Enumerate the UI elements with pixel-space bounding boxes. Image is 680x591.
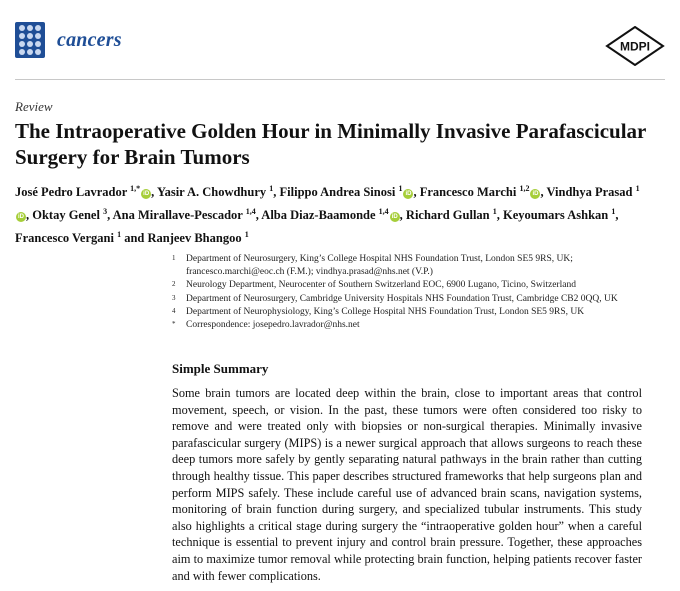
author[interactable] bbox=[15, 185, 151, 199]
author-affiliation-marker: 1,* bbox=[130, 184, 141, 193]
journal-logo-icon bbox=[15, 22, 45, 58]
author-name[interactable]: Alba Diaz-Baamonde bbox=[261, 208, 376, 223]
author[interactable] bbox=[15, 231, 121, 245]
author[interactable] bbox=[503, 208, 615, 222]
author-affiliation-marker: 3 bbox=[103, 207, 108, 217]
author-name[interactable]: Francesco Marchi bbox=[419, 185, 517, 200]
author-affiliation-marker: 1,2 bbox=[519, 184, 530, 193]
orcid-icon[interactable]: iD bbox=[18, 214, 24, 221]
author-name[interactable]: Richard Gullan bbox=[405, 208, 490, 223]
journal-header bbox=[15, 22, 665, 78]
affiliation-list bbox=[172, 253, 642, 332]
author-affiliation-marker: 1 bbox=[269, 184, 274, 193]
affiliation-text: Correspondence: josepedro.lavrador@nhs.net bbox=[186, 320, 360, 331]
affiliation-number: * bbox=[172, 320, 176, 329]
author-affiliation-marker: 1 bbox=[492, 207, 497, 217]
author[interactable] bbox=[280, 185, 414, 199]
affiliation-item bbox=[172, 293, 642, 306]
author-affiliation-marker: 1,4 bbox=[245, 207, 256, 217]
affiliation-text: Department of Neurosurgery, Cambridge University Hospitals NHS Foundation Trust, Cambridge CB2 0QQ, UK bbox=[186, 293, 618, 304]
summary-body: Some brain tumors are located deep within the brain, close to important areas that control movement, speech, or vision. In the past, these tumors were often considered too risky to remove and were treated only with biopsies or non-surgical therapies. Minimally invasive parafascicular surgery (MIPS) is a newer surgical approach that allows surgeons to reach these deep tumors more safely by gently separating natural pathways in the brain rather than cutting through healthy tissue. This paper describes structured frameworks that help surgeons plan and perform MIPS safely. These include careful use of advanced brain scans, navigation systems, monitoring of brain function during surgery, and specialized tubular instruments. This study also highlights a critical stage during surgery the “intraoperative golden hour” when a careful technique is essential to prevent injury and control brain pressure. Together, these approaches aim to maximize tumor removal while protecting brain function, helping patients recover faster and with fewer complications. bbox=[172, 386, 642, 583]
author-affiliation-marker: 1 bbox=[611, 207, 616, 217]
author[interactable] bbox=[420, 185, 541, 199]
orcid-icon[interactable]: iD bbox=[532, 191, 539, 198]
author-name[interactable]: Francesco Vergani bbox=[15, 231, 114, 246]
affiliation-item bbox=[172, 253, 642, 279]
author-name[interactable]: Keyoumars Ashkan bbox=[503, 208, 609, 223]
summary-heading: Simple Summary bbox=[172, 361, 269, 376]
author-name[interactable]: Vindhya Prasad bbox=[546, 185, 633, 200]
author-name[interactable]: Ranjeev Bhangoo bbox=[147, 231, 242, 246]
author-affiliation-marker: 1,4 bbox=[378, 207, 389, 217]
affiliation-text: Department of Neurophysiology, King’s College Hospital NHS Foundation Trust, London SE5 9RS, UK bbox=[186, 306, 585, 317]
affiliation-item bbox=[172, 279, 642, 292]
article-title: The Intraoperative Golden Hour in Minimally Invasive Parafascicular Surgery for Brain Tumors bbox=[15, 119, 646, 169]
author[interactable] bbox=[261, 208, 399, 222]
journal-logo[interactable] bbox=[15, 22, 122, 58]
author[interactable] bbox=[147, 231, 248, 245]
affiliation-text: Neurology Department, Neurocenter of Southern Switzerland EOC, 6900 Lugano, Ticino, Switzerland bbox=[186, 280, 576, 291]
author-list: José Pedro Lavrador $^{1,*}$iD , Yasir A. Chowdhury $^1$, Filippo Andrea Sinosi $^1$iD , Francesco Marchi $^{1,2}$iD , Vindhya Prasad $^1$iD , Oktay Genel $^3$, Ana Mirallave-Pescador $^{1,4}$, Alba Diaz-Baamonde $^{1,4}$iD , Richard Gullan $^1$, Keyoumars Ashkan $^1$, Francesco Vergani $^1$ and Ranjeev Bhangoo $^1$ bbox=[15, 184, 640, 246]
author[interactable] bbox=[406, 208, 497, 222]
affiliation-number: 1 bbox=[172, 254, 176, 262]
author-affiliation-marker: 1 bbox=[244, 230, 249, 240]
author[interactable] bbox=[32, 208, 107, 222]
author[interactable] bbox=[157, 185, 273, 199]
affiliation-number: 3 bbox=[172, 293, 176, 302]
header-divider bbox=[15, 79, 665, 80]
author-affiliation-marker: 1 bbox=[117, 230, 122, 240]
publisher-name: MDPI bbox=[620, 39, 650, 54]
author-name[interactable]: Filippo Andrea Sinosi bbox=[279, 185, 396, 200]
orcid-icon[interactable]: iD bbox=[143, 191, 150, 198]
author-affiliation-marker: 1 bbox=[635, 184, 640, 193]
author-affiliation-marker: 1 bbox=[398, 184, 403, 193]
author-name[interactable]: Yasir A. Chowdhury bbox=[156, 185, 267, 200]
journal-name: cancers bbox=[57, 28, 122, 51]
author-name[interactable]: Oktay Genel bbox=[32, 208, 100, 223]
affiliation-number: 2 bbox=[172, 280, 176, 289]
article-type: Review bbox=[15, 99, 53, 114]
affiliation-number: 4 bbox=[172, 306, 176, 315]
affiliation-item bbox=[172, 306, 642, 319]
orcid-icon[interactable]: iD bbox=[405, 191, 412, 198]
publisher-logo-icon[interactable] bbox=[605, 26, 665, 66]
author-name[interactable]: Ana Mirallave-Pescador bbox=[112, 208, 243, 223]
author-name[interactable]: José Pedro Lavrador bbox=[15, 185, 128, 200]
author[interactable] bbox=[113, 208, 256, 222]
orcid-icon[interactable]: iD bbox=[391, 214, 398, 221]
affiliation-item bbox=[172, 319, 642, 332]
affiliation-text: Department of Neurosurgery, King’s College Hospital NHS Foundation Trust, London SE5 9RS, UK; francesco.marchi@eoc.ch (F.M.); vindhya.prasad@nhs.net (V.P.) bbox=[186, 254, 573, 278]
